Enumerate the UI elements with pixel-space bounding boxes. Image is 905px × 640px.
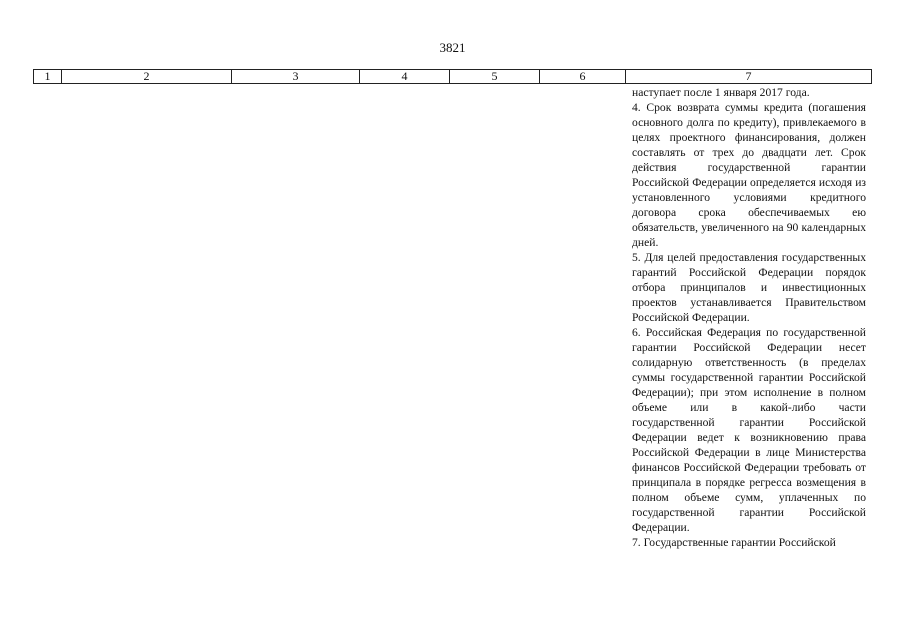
paragraph-6: 6. Российская Федерация по государственной гарантии Российской Федерации несет солидарную ответственность (в пределах суммы государственной гарантии Российской Федерации); при этом исполнение в полном объеме или в какой-либо части государственной гарантии Российской Федерации ведет к возникновению права Российской Федерации в лице Министерства финансов Российской Федерации требовать от принципала в порядке регресса возмещения в полном объеме сумм, уплаченных по государственной гарантии Российской Федерации. [632, 326, 866, 534]
column-number-7: 7 [626, 70, 872, 84]
paragraph-7: 7. Государственные гарантии Российской [632, 536, 836, 549]
column-number-2: 2 [62, 70, 232, 84]
column-header-table [33, 69, 872, 84]
column-number-row [34, 70, 872, 84]
page-number: 3821 [439, 40, 466, 55]
column-number-1: 1 [34, 70, 62, 84]
column-number-4: 4 [360, 70, 450, 84]
paragraph-continuation: наступает после 1 января 2017 года. [632, 86, 810, 99]
column-number-6: 6 [540, 70, 626, 84]
paragraph-4: 4. Срок возврата суммы кредита (погашения основного долга по кредиту), привлекаемого в целях проектного финансирования, должен составлять от трех до двадцати лет. Срок действия государственной гарантии Российской Федерации определяется исходя из установленного условиями кредитного договора срока обеспечиваемых ею обязательств, увеличенного на 90 календарных дней. [632, 101, 866, 249]
column-number-3: 3 [232, 70, 360, 84]
paragraph-5: 5. Для целей предоставления государственных гарантий Российской Федерации порядок отбора принципалов и инвестиционных проектов устанавливается Правительством Российской Федерации. [632, 251, 866, 324]
column-7-content [632, 85, 866, 550]
column-number-5: 5 [450, 70, 540, 84]
